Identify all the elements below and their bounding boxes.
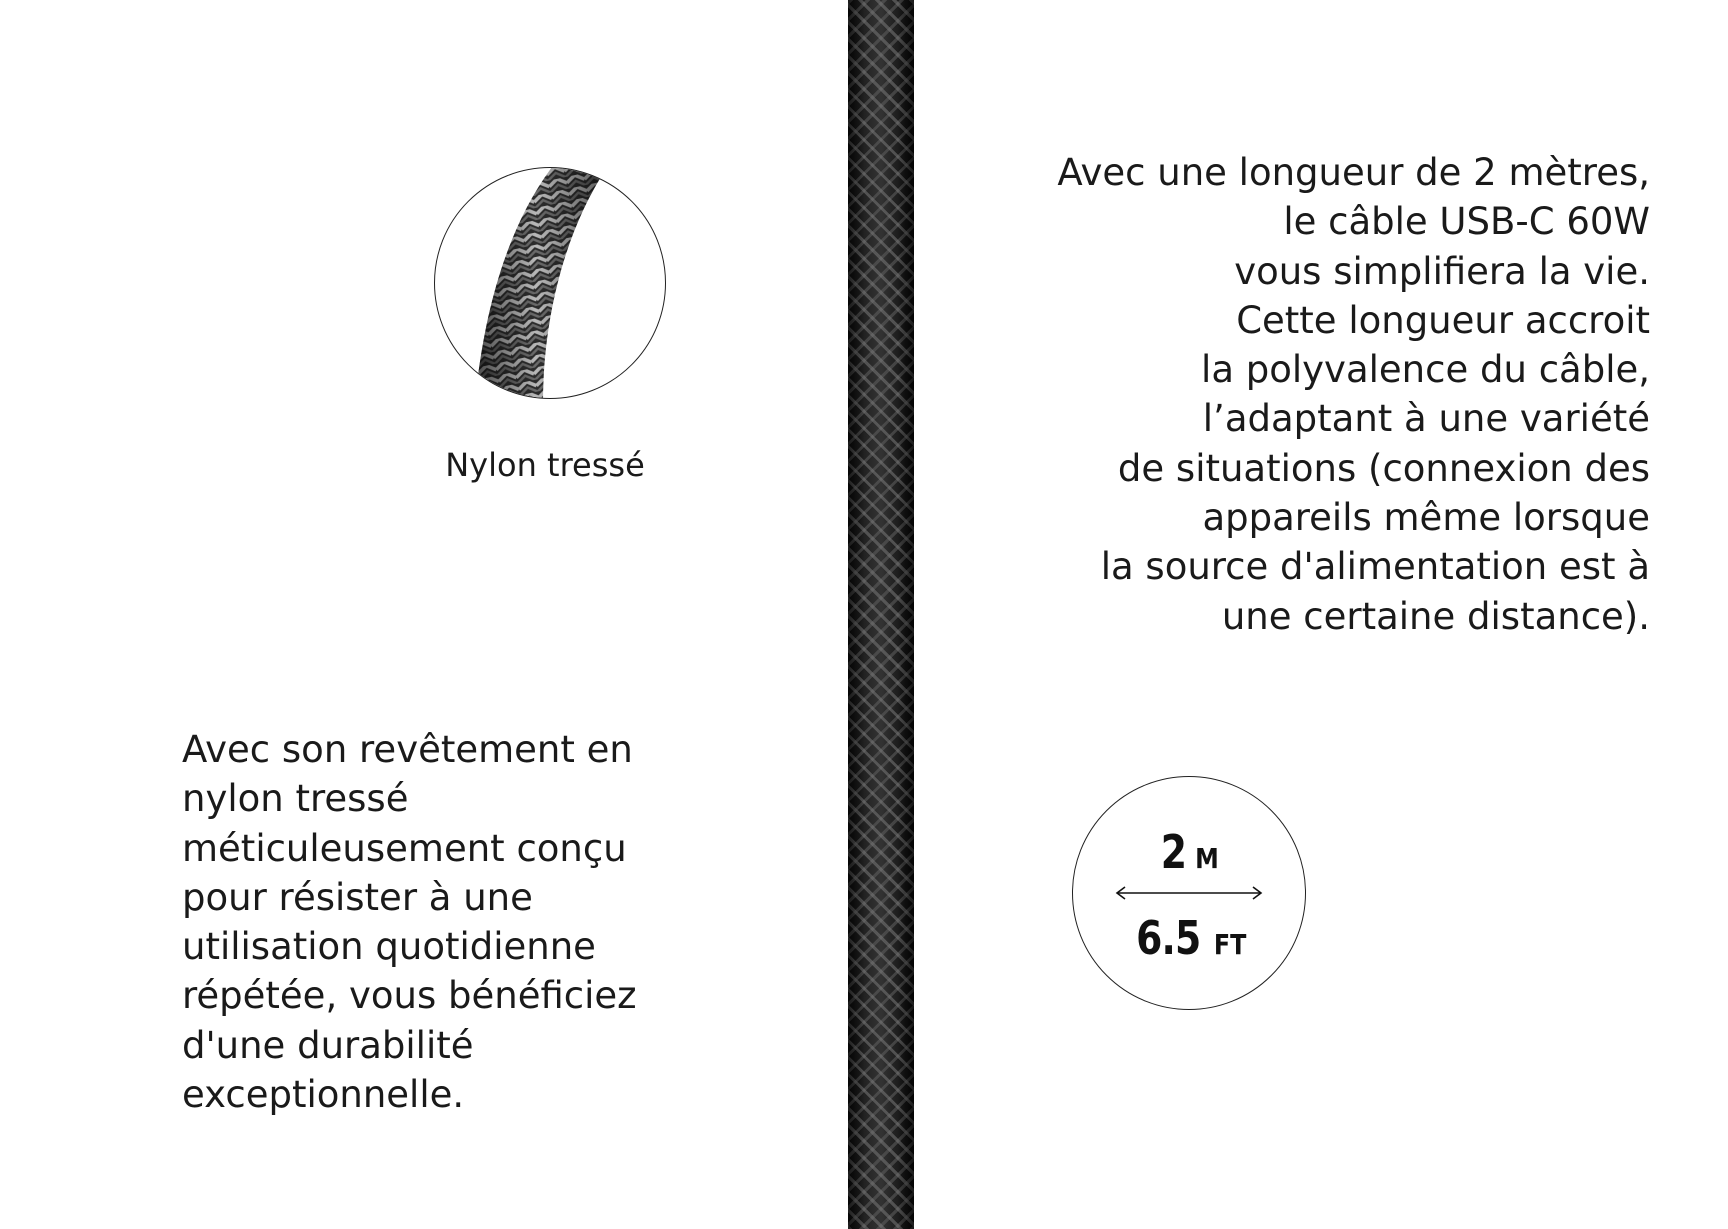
text-line: la polyvalence du câble,	[1201, 348, 1650, 392]
text-line: Cette longueur accroit	[1236, 298, 1650, 342]
text-line: nylon tressé	[182, 777, 409, 821]
text-line: pour résister à une	[182, 875, 533, 919]
text-line: Avec son revêtement en	[182, 728, 633, 771]
length-description	[970, 148, 1650, 641]
length-badge	[1072, 776, 1306, 1010]
text-line: le câble USB-C 60W	[1283, 200, 1650, 244]
text-line: vous simplifiera la vie.	[1234, 249, 1650, 293]
text-line: d'une durabilité	[182, 1023, 474, 1067]
imperial-unit: FT	[1213, 928, 1247, 961]
imperial-length	[1073, 911, 1305, 965]
braided-cable-image	[848, 0, 914, 1229]
text-line: Avec une longueur de 2 mètres,	[1057, 151, 1650, 194]
metric-value: 2	[1160, 825, 1186, 879]
imperial-value: 6.5	[1135, 911, 1201, 965]
text-line: appareils même lorsque	[1202, 496, 1650, 540]
text-line: de situations (connexion des	[1117, 446, 1650, 490]
text-line: la source d'alimentation est à	[1100, 545, 1650, 589]
braided-nylon-texture	[435, 168, 665, 398]
text-line: répétée, vous bénéficiez	[182, 974, 637, 1018]
double-arrow-icon	[1113, 885, 1265, 901]
closeup-caption: Nylon tressé	[445, 446, 645, 484]
text-line: exceptionnelle.	[182, 1073, 465, 1117]
text-line: utilisation quotidienne	[182, 925, 596, 969]
text-line: l’adaptant à une variété	[1202, 397, 1650, 441]
text-line: une certaine distance).	[1221, 594, 1650, 638]
text-line: méticuleusement conçu	[182, 826, 627, 870]
metric-length	[1073, 825, 1305, 879]
durability-description	[182, 725, 702, 1119]
metric-unit: M	[1194, 842, 1219, 875]
braided-nylon-closeup	[434, 167, 666, 399]
